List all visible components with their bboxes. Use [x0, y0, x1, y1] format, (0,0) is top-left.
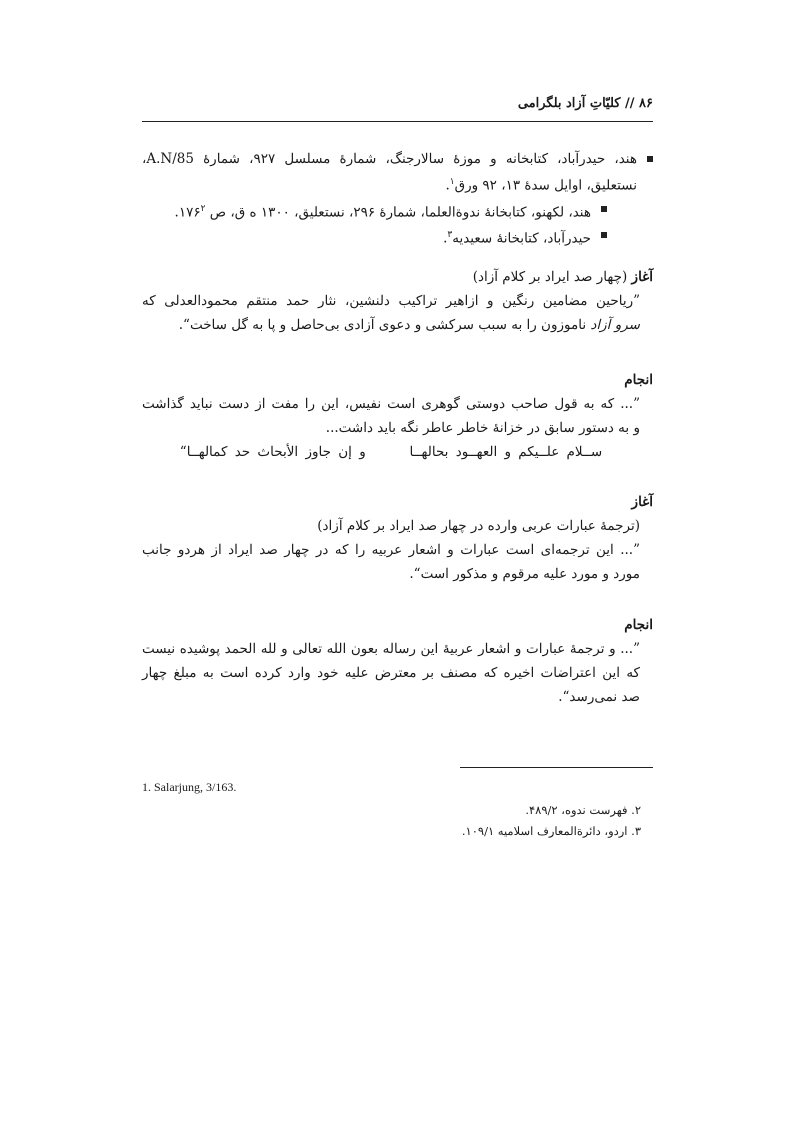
page-number: ۸۶ — [639, 96, 653, 111]
footnote-latin: 1. Salarjung, 3/163. — [142, 780, 237, 794]
section-incipit-2 — [142, 490, 653, 586]
list-item: هند، حیدرآباد، کتابخانه و موزهٔ سالارجنگ، شمارهٔ مسلسل ۹۲۷، شمارهٔ A.N/85، نستعلیق، اوایل سدهٔ ۱۳، ۹۲ ورق$^۱$. — [142, 148, 653, 198]
list-item: حیدرآباد، کتابخانهٔ سعیدیه$^۳$. — [142, 224, 653, 251]
list-item: هند، لکهنو، کتابخانهٔ ندوةالعلما، شمارهٔ ۲۹۶، نستعلیق، ۱۳۰۰ ه ق، ص $۱۷۶^۲$. — [142, 198, 653, 225]
square-bullet-icon — [601, 206, 607, 212]
footnote: ۳. اردو، دائرةالمعارف اسلامیه ۱۰۹/۱. — [461, 824, 641, 838]
quote-line: و به دستور سابق در خزانهٔ خاطر عاطر نگه باید داشت... — [325, 420, 640, 436]
footnote-ref: ۱ — [449, 177, 455, 187]
quote-line: ”... که به قول صاحب دوستی گوهری است نفیس، این را مفت از دست نباید گذاشت — [142, 396, 640, 412]
quote-line: ”... این ترجمه‌ای است عبارات و اشعار عربیه را که در چهار صد ایراد از هردو جانب — [142, 542, 640, 558]
section-subtitle: (ترجمهٔ عبارات عربی وارده در چهار صد ایراد بر کلام آزاد) — [317, 518, 640, 534]
section-heading: آغاز — [631, 269, 653, 285]
section-subtitle: (چهار صد ایراد بر کلام آزاد) — [472, 269, 628, 285]
header-separator: // — [625, 96, 635, 111]
verse-line: ســلام علــیکم و العهــود بحالهــا و إن جاوز الأبحاث حد کمالهــا“ — [179, 444, 603, 460]
section-heading: انجام — [624, 372, 653, 388]
quote-line: سرو آزاد ناموزون را به سبب سرکشی و دعوی آزادی بی‌حاصل و پا به گل ساخت“. — [178, 317, 640, 333]
square-bullet-icon — [601, 232, 607, 238]
section-explicit-1 — [142, 368, 653, 464]
running-header — [142, 96, 653, 111]
quote-line: صد نمی‌رسد“. — [558, 689, 640, 705]
footnote-ref: ۲ — [200, 203, 206, 214]
book-title: کلیّاتِ آزاد بلگرامی — [517, 96, 621, 111]
section-heading: انجام — [624, 617, 653, 633]
footnote: ۲. فهرست ندوه، ۴۸۹/۲. — [525, 803, 641, 817]
header-rule — [142, 121, 653, 122]
quote-line: ”... و ترجمهٔ عبارات و اشعار عربیهٔ این رساله بعون الله تعالی و لله الحمد پوشیده نیست — [142, 641, 640, 657]
footnote-ref: ۳ — [447, 230, 453, 240]
manuscript-list — [142, 148, 653, 251]
quote-line: مورد و مورد علیه مرقوم و مذکور است“. — [409, 566, 640, 582]
footnotes — [142, 800, 653, 842]
section-heading: آغاز — [631, 494, 653, 510]
footnote-rule — [460, 767, 653, 768]
quote-line: که این اعتراضات اخیره که مصنف بر معترض علیه خود وارد کرده است به مبلغ چهار — [142, 665, 640, 681]
quote-line: ”ریاحین مضامین رنگین و ازاهیر تراکیب دلنشین، نثار حمد منتقم محمودالعدلی که — [142, 293, 640, 309]
square-bullet-icon — [647, 156, 653, 162]
section-incipit-1 — [142, 265, 653, 337]
section-explicit-2 — [142, 613, 653, 709]
